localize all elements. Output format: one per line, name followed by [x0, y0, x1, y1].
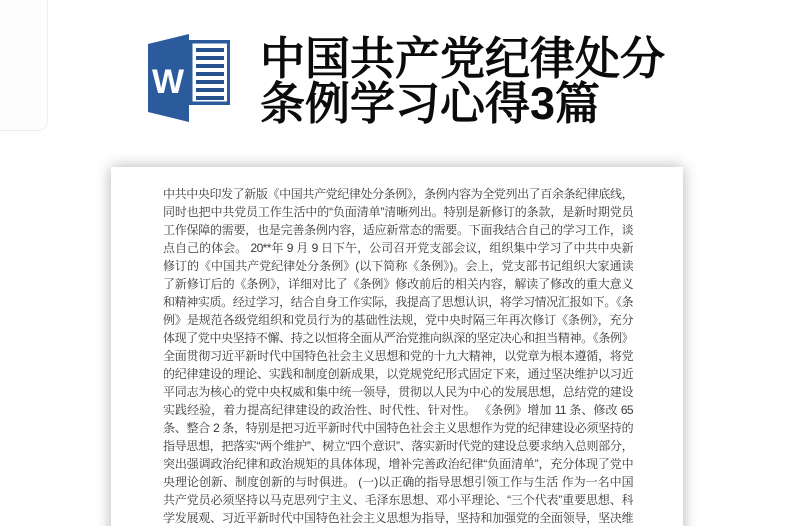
text-line: 实践经验，着力提高纪律建设的政治性、时代性、针对性。 《条例》增加 11 条、修改 65 — [163, 403, 633, 417]
text-line: 和精神实质。经过学习，结合自身工作实际，我提高了思想认识，将学习情况汇报如下。《条 — [163, 295, 633, 309]
word-document-icon — [133, 32, 233, 127]
text-line: 突出强调政治纪律和政治规矩的具体体现，增补完善政治纪律“负面清单”，充分体现了党中 — [163, 457, 633, 471]
text-line: 央理论创新、制度创新的与时俱进。 (一)以正确的指导思想引领工作与生活 作为一名中国 — [163, 475, 633, 489]
text-line: 指导思想，把落实“两个维护”、树立“四个意识”、落实新时代党的建设总要求纳入总则部分， — [163, 439, 633, 453]
text-line: 学发展观、习近平新时代中国特色社会主义思想为指导，坚持和加强党的全面领导，坚决维 — [163, 511, 633, 525]
text-line: 的纪律建设的理论、实践和制度创新成果，以党规党纪形式固定下来，通过坚决维护以习近 — [163, 367, 633, 381]
text-line: 点自己的体会。 20**年 9 月 9 日下午，公司召开党支部会议，组织集中学习了中共中央新 — [163, 241, 633, 255]
text-line: 条、整合 2 条，特别是把习近平新时代中国特色社会主义思想作为党的纪律建设必须坚持的 — [163, 421, 633, 435]
text-line: 中共中央印发了新版《中国共产党纪律处分条例》，条例内容为全党列出了百余条纪律底线， — [163, 187, 633, 201]
document-header — [0, 0, 800, 140]
text-line: 例》是规范各级党组织和党员行为的基础性法规，党中央时隔三年再次修订《条例》，充分 — [163, 313, 633, 327]
text-line: 体现了党中央坚持不懈、持之以恒将全面从严治党推向纵深的坚定决心和担当精神。《条例》 — [163, 331, 633, 345]
document-page — [111, 167, 683, 526]
document-body-text — [111, 167, 683, 526]
text-line: 共产党员必须坚持以马克思列宁主义、毛泽东思想、邓小平理论、“三个代表”重要思想、科 — [163, 493, 633, 507]
text-line: 工作保障的需要，也是完善条例内容，适应新常态的需要。下面我结合自己的学习工作，谈 — [163, 223, 633, 237]
text-line: 全面贯彻习近平新时代中国特色社会主义思想和党的十九大精神，以党章为根本遵循，将党 — [163, 349, 633, 363]
text-line: 修订的《中国共产党纪律处分条例》(以下简称《条例》)。会上，党支部书记组织大家通读 — [163, 259, 633, 273]
word-icon-letter: W — [151, 63, 185, 101]
text-line: 同时也把中共党员工作生活中的“负面清单”清晰列出。特别是新修订的条款，是新时期党员 — [163, 205, 633, 219]
document-title: 中国共产党纪律处分条例学习心得3篇 — [260, 33, 666, 129]
text-line: 了新修订后的《条例》，详细对比了《条例》修改前后的相关内容，解读了修改的重大意义 — [163, 277, 633, 291]
text-line: 平同志为核心的党中央权威和集中统一领导，贯彻以人民为中心的发展思想，总结党的建设 — [163, 385, 633, 399]
